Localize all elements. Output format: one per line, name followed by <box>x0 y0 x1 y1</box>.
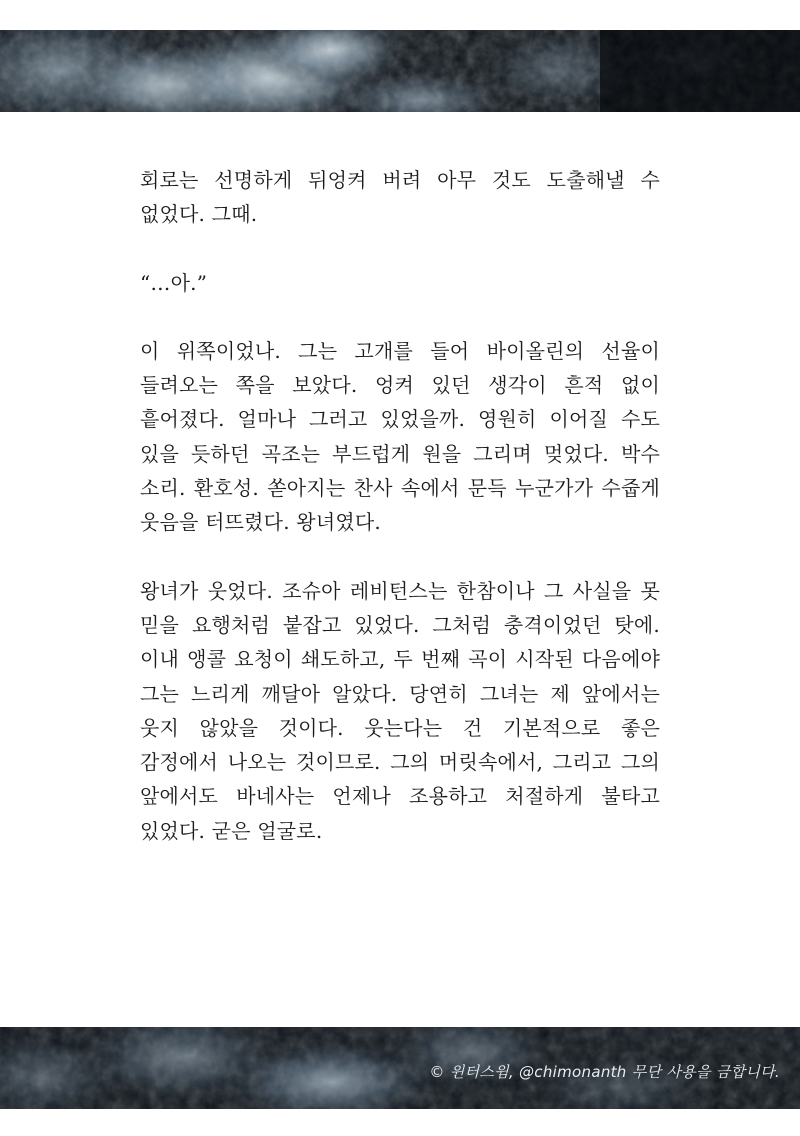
footer-banner <box>0 1027 800 1109</box>
story-text <box>140 163 660 848</box>
paragraph-4: 왕녀가 웃었다. 조슈아 레비턴스는 한참이나 그 사실을 못 믿을 요행처럼 붙잡고 있었다. 그처럼 충격이었던 탓에. 이내 앵콜 요청이 쇄도하고, 두 번째 곡이 시작된 다음에야 그는 느리게 깨달아 알았다. 당연히 그녀는 제 앞에서는 웃지 않았을 것이다. 웃는다는 건 기본적으로 좋은 감정에서 나오는 것이므로. 그의 머릿속에서, 그리고 그의 앞에서도 바네사는 언제나 조용하고 처절하게 불타고 있었다. 굳은 얼굴로. <box>140 578 660 843</box>
cloud-texture-image <box>0 30 800 112</box>
header-banner <box>0 30 800 112</box>
paragraph-3: 이 위쪽이었나. 그는 고개를 들어 바이올린의 선율이 들려오는 쪽을 보았다. 엉켜 있던 생각이 흔적 없이 흩어졌다. 얼마나 그러고 있었을까. 영원히 이어질 수도 있을 듯하던 곡조는 부드럽게 원을 그리며 멎었다. 박수 소리. 환호성. 쏟아지는 찬사 속에서 문득 누군가가 수줍게 웃음을 터뜨렸다. 왕녀였다. <box>140 338 660 535</box>
paragraph-1: 회로는 선명하게 뒤엉켜 버려 아무 것도 도출해낼 수 없었다. 그때. <box>140 168 660 227</box>
copyright-notice: © 윈터스윔, @chimonanth 무단 사용을 금합니다. <box>429 1063 780 1081</box>
paragraph-2: “…아.” <box>140 270 208 295</box>
